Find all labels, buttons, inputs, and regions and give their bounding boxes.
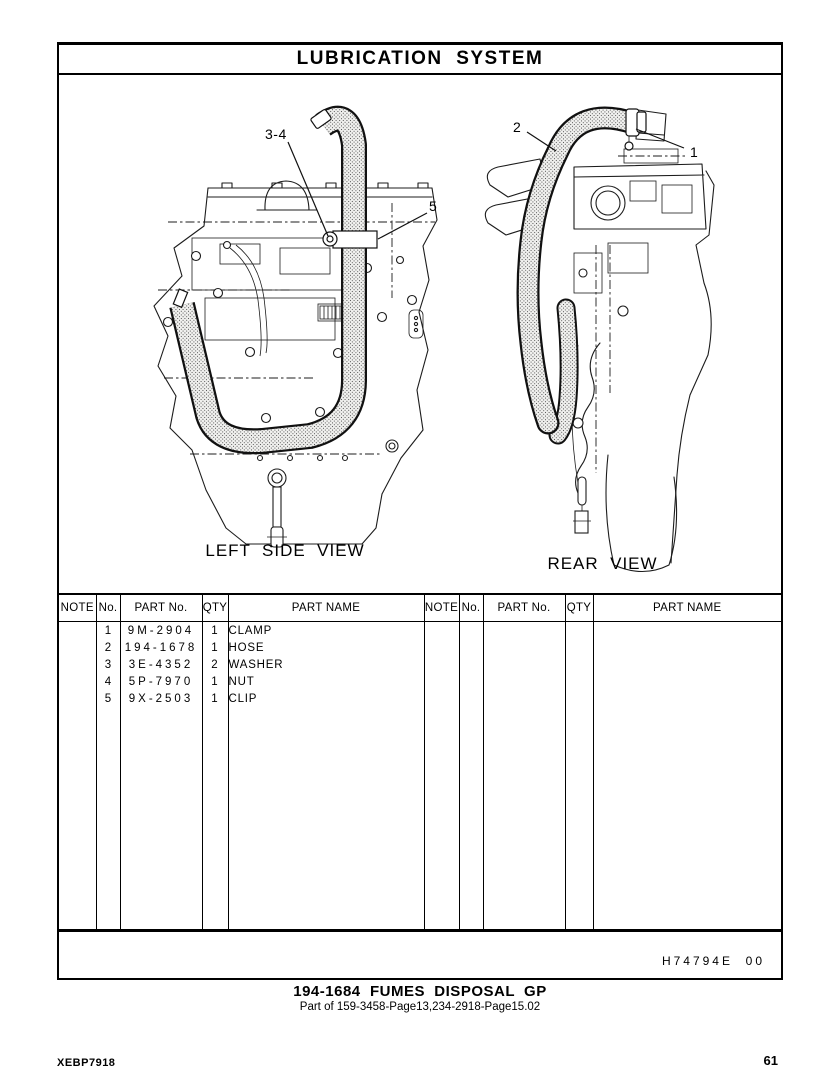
rear-view-label: REAR VIEW	[547, 554, 658, 573]
empty-cell	[483, 656, 565, 673]
title-bar	[59, 45, 781, 75]
empty-cell	[424, 690, 459, 707]
table-row	[59, 656, 781, 673]
cell-part-no: 9M-2904	[120, 622, 202, 640]
empty-cell	[202, 707, 228, 929]
page-number: 61	[763, 1053, 778, 1068]
header-note-right: NOTE	[424, 595, 459, 622]
cell-qty: 1	[202, 673, 228, 690]
cell-qty: 1	[202, 622, 228, 640]
cell-part-name: HOSE	[228, 639, 424, 656]
empty-cell	[565, 673, 593, 690]
empty-cell	[565, 656, 593, 673]
table-row	[59, 673, 781, 690]
empty-cell	[459, 622, 483, 640]
assembly-subtitle: Part of 159-3458-Page13,234-2918-Page15.02	[299, 1001, 541, 1013]
header-partno-left: PART No.	[120, 595, 202, 622]
empty-cell	[120, 707, 202, 929]
cell-qty: 1	[202, 639, 228, 656]
drain-plug-icon	[267, 469, 287, 547]
cell-no: 4	[96, 673, 120, 690]
cell-part-name: NUT	[228, 673, 424, 690]
empty-cell	[459, 673, 483, 690]
empty-cell	[593, 656, 781, 673]
empty-cell	[228, 707, 424, 929]
empty-cell	[459, 656, 483, 673]
cell-part-name: CLIP	[228, 690, 424, 707]
empty-cell	[565, 622, 593, 640]
header-qty-left: QTY	[202, 595, 228, 622]
assembly-caption	[57, 983, 783, 1013]
cell-note	[59, 622, 96, 640]
empty-cell	[483, 690, 565, 707]
left-side-engine-drawing	[130, 98, 462, 570]
fumes-hose-left-icon	[173, 109, 354, 441]
cell-part-no: 194-1678	[120, 639, 202, 656]
cell-qty: 2	[202, 656, 228, 673]
cell-part-no: 9X-2503	[120, 690, 202, 707]
empty-cell	[459, 690, 483, 707]
callout-label-2: 2	[513, 119, 522, 135]
page-title: LUBRICATION SYSTEM	[296, 48, 544, 69]
table-filler-row	[59, 707, 781, 929]
table-header-row	[59, 595, 781, 622]
empty-cell	[483, 622, 565, 640]
callout-label-5: 5	[429, 198, 438, 214]
cell-no: 3	[96, 656, 120, 673]
header-partname-left: PART NAME	[228, 595, 424, 622]
cell-note	[59, 656, 96, 673]
empty-cell	[483, 707, 565, 929]
empty-cell	[96, 707, 120, 929]
empty-cell	[459, 707, 483, 929]
empty-cell	[593, 622, 781, 640]
empty-cell	[593, 690, 781, 707]
header-partno-right: PART No.	[483, 595, 565, 622]
cell-note	[59, 639, 96, 656]
hose-clamp-rear-icon	[625, 109, 646, 150]
empty-cell	[424, 707, 459, 929]
assembly-title: 194-1684 FUMES DISPOSAL GP	[293, 983, 547, 1000]
cell-part-name: CLAMP	[228, 622, 424, 640]
parts-table	[59, 593, 781, 932]
cell-qty: 1	[202, 690, 228, 707]
callout-line-5	[378, 213, 427, 239]
callout-label-1: 1	[690, 144, 699, 160]
rear-engine-drawing	[478, 93, 732, 579]
cell-no: 5	[96, 690, 120, 707]
empty-cell	[459, 639, 483, 656]
header-qty-right: QTY	[565, 595, 593, 622]
empty-cell	[483, 673, 565, 690]
empty-cell	[593, 707, 781, 929]
empty-cell	[424, 639, 459, 656]
cell-part-no: 3E-4352	[120, 656, 202, 673]
cell-part-name: WASHER	[228, 656, 424, 673]
empty-cell	[59, 707, 96, 929]
cell-no: 1	[96, 622, 120, 640]
hose-clamp-icon	[323, 231, 377, 248]
table-row	[59, 690, 781, 707]
left-view-label: LEFT SIDE VIEW	[205, 541, 365, 560]
empty-cell	[565, 690, 593, 707]
empty-cell	[424, 656, 459, 673]
cell-note	[59, 690, 96, 707]
header-no-left: No.	[96, 595, 120, 622]
form-number: XEBP7918	[57, 1057, 116, 1069]
header-partname-right: PART NAME	[593, 595, 781, 622]
empty-cell	[424, 673, 459, 690]
document-code: H74794E 00	[661, 954, 765, 968]
table-row	[59, 639, 781, 656]
empty-cell	[483, 639, 565, 656]
empty-cell	[565, 639, 593, 656]
callout-label-3-4: 3-4	[265, 126, 287, 142]
cell-part-no: 5P-7970	[120, 673, 202, 690]
callout-line-1	[636, 129, 684, 148]
empty-cell	[593, 673, 781, 690]
cell-note	[59, 673, 96, 690]
cell-no: 2	[96, 639, 120, 656]
stamp-strip	[59, 932, 781, 978]
table-row	[59, 622, 781, 640]
header-no-right: No.	[459, 595, 483, 622]
empty-cell	[565, 707, 593, 929]
empty-cell	[593, 639, 781, 656]
empty-cell	[424, 622, 459, 640]
header-note-left: NOTE	[59, 595, 96, 622]
